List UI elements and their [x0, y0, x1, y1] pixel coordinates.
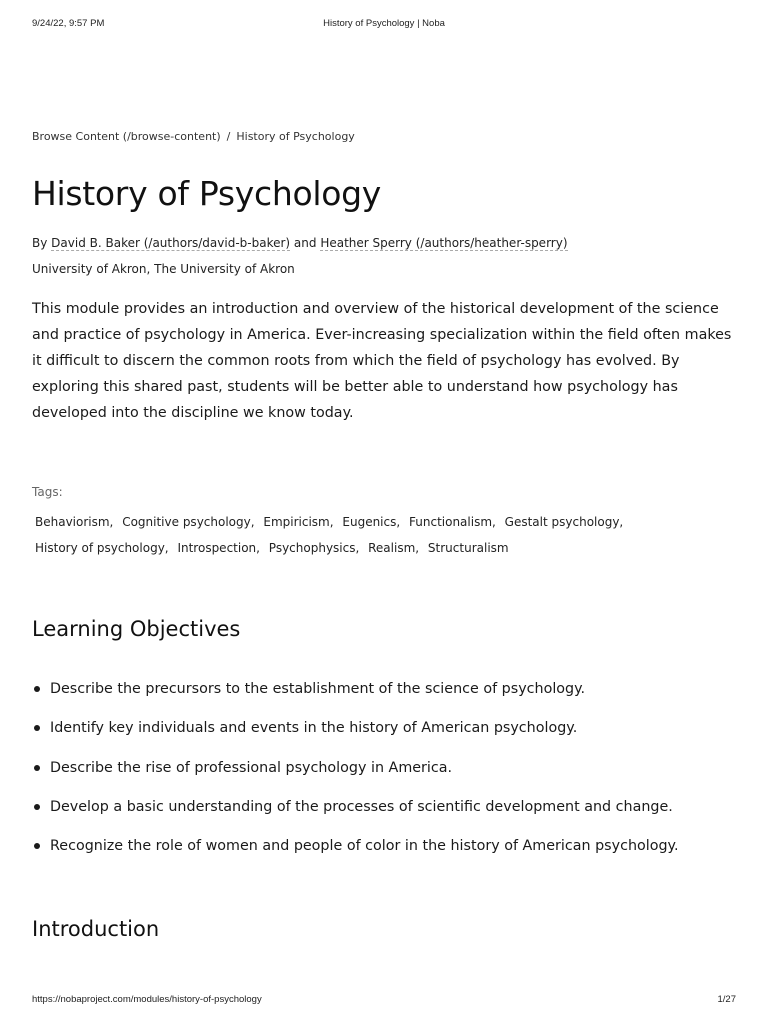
- page-title: History of Psychology: [32, 174, 382, 213]
- author-link-david-b-baker[interactable]: David B. Baker (/authors/david-b-baker): [51, 236, 291, 250]
- bullet-icon: [34, 843, 40, 849]
- bullet-icon: [34, 725, 40, 731]
- list-item: [32, 834, 742, 873]
- tag-link[interactable]: Behaviorism,: [35, 515, 114, 529]
- tag-link[interactable]: Structuralism: [427, 541, 509, 555]
- print-footer: [32, 994, 736, 1008]
- breadcrumb-separator: /: [226, 130, 231, 143]
- tags-label: Tags:: [32, 485, 63, 499]
- list-item: [32, 795, 742, 834]
- list-item: [32, 677, 742, 716]
- byline-prefix: By: [32, 236, 48, 250]
- tag-link[interactable]: Cognitive psychology,: [122, 515, 255, 529]
- list-item: [32, 716, 742, 755]
- bullet-icon: [34, 686, 40, 692]
- print-header: [32, 18, 736, 32]
- tag-list: [35, 509, 675, 561]
- tag-link[interactable]: Functionalism,: [409, 515, 496, 529]
- objective-text: Identify key individuals and events in the history of American psychology.: [50, 720, 578, 737]
- tag-link[interactable]: Psychophysics,: [268, 541, 360, 555]
- breadcrumb: [32, 130, 355, 143]
- print-url: https://nobaproject.com/modules/history-of-psychology: [32, 994, 262, 1005]
- print-page-number: 1/27: [717, 994, 736, 1005]
- tag-link[interactable]: Realism,: [368, 541, 420, 555]
- list-item: [32, 756, 742, 795]
- print-datetime: 9/24/22, 9:57 PM: [32, 18, 105, 29]
- objective-text: Develop a basic understanding of the processes of scientific development and change.: [50, 798, 673, 815]
- tag-link[interactable]: History of psychology,: [35, 541, 169, 555]
- introduction-heading: Introduction: [32, 917, 160, 941]
- breadcrumb-current: History of Psychology: [236, 130, 355, 143]
- author-link-heather-sperry[interactable]: Heather Sperry (/authors/heather-sperry): [320, 236, 568, 250]
- byline: [32, 236, 568, 250]
- bullet-icon: [34, 765, 40, 771]
- tag-link[interactable]: Empiricism,: [263, 515, 334, 529]
- objective-text: Recognize the role of women and people of color in the history of American psychology.: [50, 838, 679, 855]
- byline-conjunction: and: [293, 236, 317, 250]
- tag-link[interactable]: Eugenics,: [342, 515, 401, 529]
- module-abstract: This module provides an introduction and overview of the historical development of the science and practice of psychology in America. Ever-increasing specialization within the field often makes it difficult to discern the common roots from which the field of psychology has evolved. By exploring this shared past, students will be better able to understand how psychology has developed into the discipline we know today.: [32, 301, 732, 421]
- tag-link[interactable]: Gestalt psychology,: [504, 515, 624, 529]
- learning-objectives-list: [32, 677, 742, 873]
- author-affiliation: University of Akron, The University of Akron: [32, 262, 295, 276]
- print-page-title: History of Psychology | Noba: [323, 18, 445, 29]
- breadcrumb-link-browse-content[interactable]: Browse Content (/browse-content): [32, 130, 221, 143]
- objective-text: Describe the precursors to the establishment of the science of psychology.: [50, 681, 586, 697]
- bullet-icon: [34, 804, 40, 810]
- tag-link[interactable]: Introspection,: [177, 541, 260, 555]
- objective-text: Describe the rise of professional psychology in America.: [50, 759, 453, 776]
- learning-objectives-heading: Learning Objectives: [32, 617, 241, 641]
